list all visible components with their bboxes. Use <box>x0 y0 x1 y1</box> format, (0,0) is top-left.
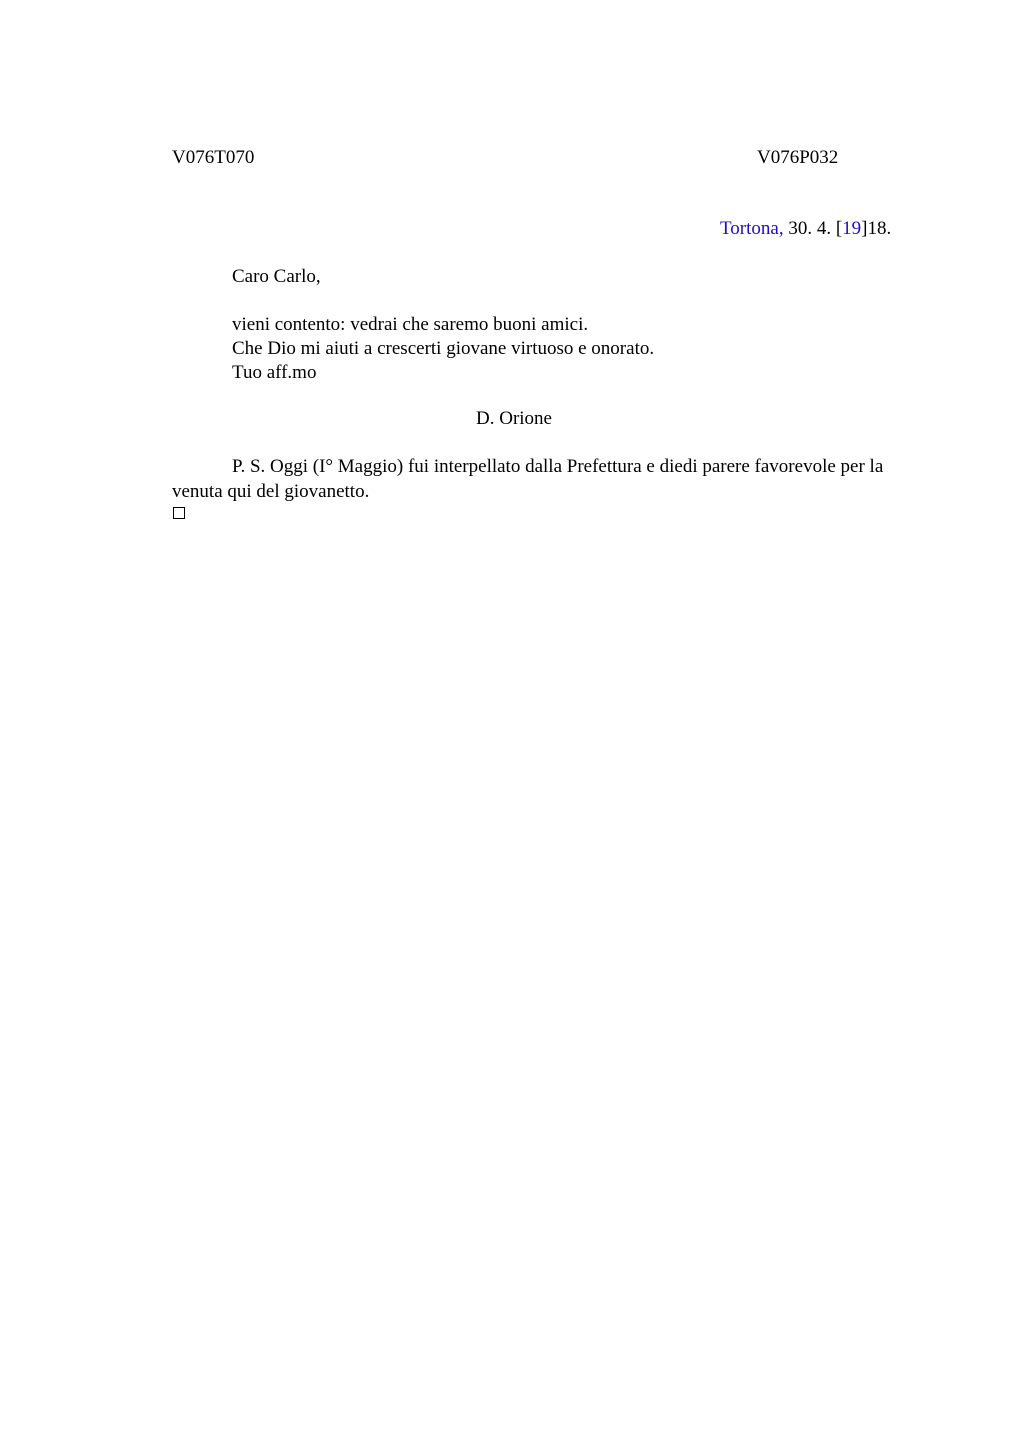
date-part-2: ]18. <box>861 218 892 239</box>
empty-square-icon <box>173 507 185 519</box>
dateline <box>720 217 891 241</box>
postscript: P. S. Oggi (I° Maggio) fui interpellato dalla Prefettura e diedi parere favorevole per la venuta qui del giovanetto. <box>172 456 884 502</box>
signature: D. Orione <box>476 408 552 429</box>
salutation: Caro Carlo, <box>232 266 321 287</box>
body-line: vieni contento: vedrai che saremo buoni amici. <box>232 314 589 335</box>
document-code-left: V076T070 <box>172 147 255 168</box>
closing-line: Tuo aff.mo <box>232 362 317 383</box>
body-line: Che Dio mi aiuti a crescerti giovane virtuoso e onorato. <box>232 338 655 359</box>
year-link[interactable]: 19 <box>842 218 862 239</box>
place-link[interactable]: Tortona, <box>720 218 784 239</box>
document-code-right: V076P032 <box>757 147 839 168</box>
date-part-1: 30. 4. [ <box>783 218 843 239</box>
letter-body <box>232 313 654 385</box>
